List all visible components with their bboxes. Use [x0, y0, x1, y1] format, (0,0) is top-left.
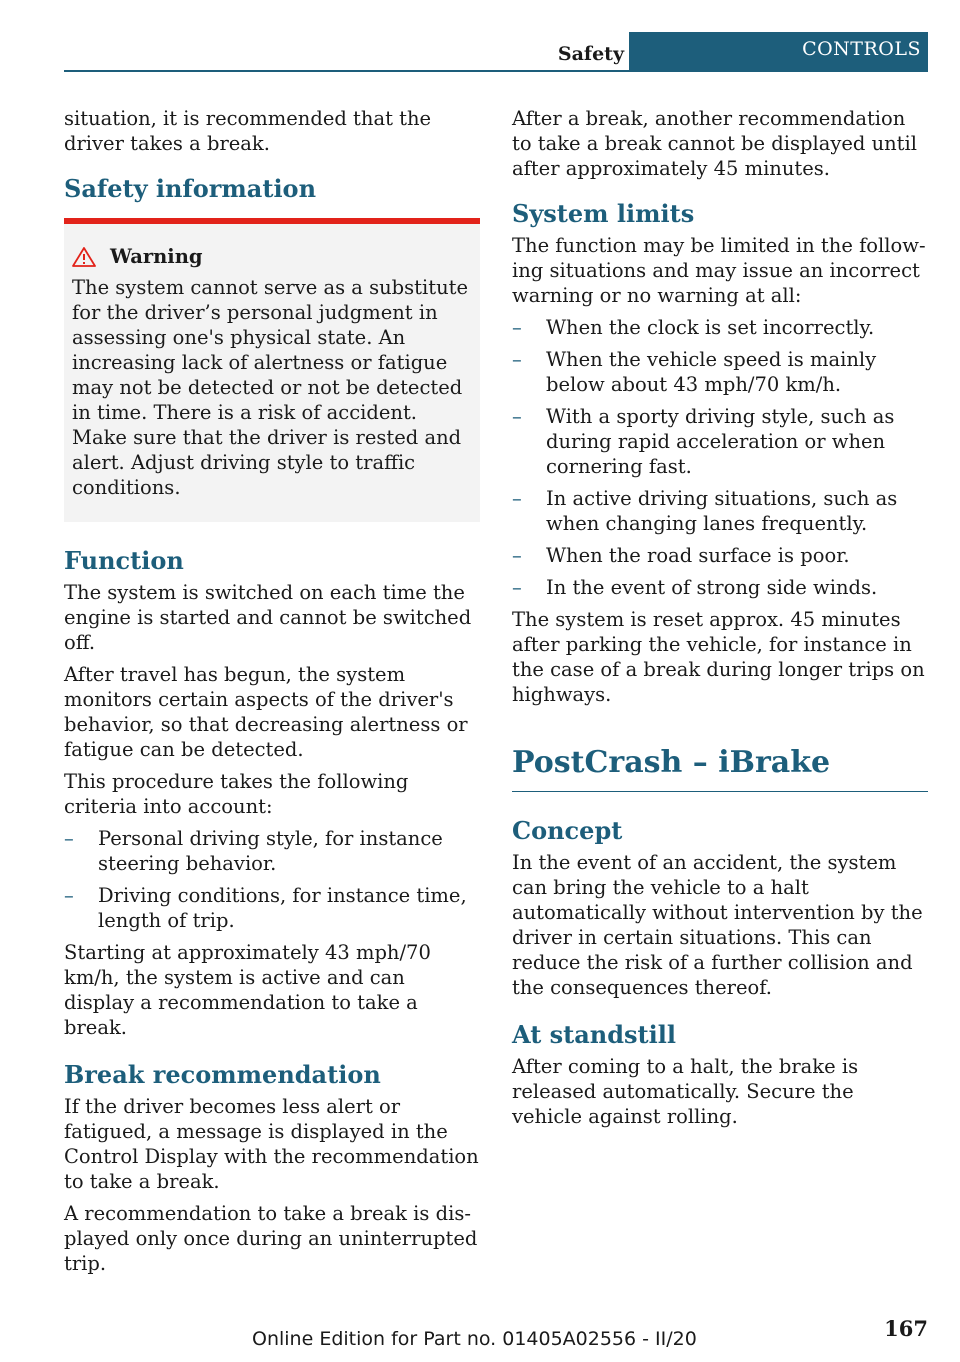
warning-box: [64, 218, 480, 522]
header-rule: [64, 70, 928, 72]
list-item: [64, 883, 480, 933]
dash-bullet: –: [512, 576, 522, 599]
concept-paragraph: In the event of an accident, the system can bring the vehicle to a halt automatically without intervention by the driver in certain situations. This can reduce the risk of a further collision and the consequences thereof.: [512, 851, 923, 999]
page-number: 167: [884, 1316, 928, 1341]
list-item: [512, 543, 928, 568]
limits-paragraph-2: The system is reset approx. 45 minutes after parking the vehicle, for instance in the case of a break during longer trips on highways.: [512, 608, 925, 706]
heading-at-standstill: At standstill: [512, 1020, 676, 1049]
limits-paragraph-1: The function may be limited in the following situations and may issue an incorrect warning or no warning at all:: [512, 234, 926, 307]
list-item: [512, 315, 928, 340]
heading-function: Function: [64, 546, 184, 575]
criteria-list: [64, 826, 480, 933]
header-chapter-tab: CONTROLS: [629, 32, 928, 70]
heading-concept: Concept: [512, 816, 623, 845]
right-intro: After a break, another recommendation to take a break cannot be displayed until after approximately 45 minutes.: [512, 107, 917, 180]
list-item-text: When the vehicle speed is mainly below about 43 mph/70 km/h.: [546, 348, 877, 396]
warning-title-label: Warning: [110, 245, 203, 268]
break-paragraph-2: A recommendation to take a break is displayed only once during an uninterrupted trip.: [64, 1202, 478, 1275]
dash-bullet: –: [512, 544, 522, 567]
heading-postcrash-ibrake: PostCrash – iBrake: [512, 745, 831, 780]
function-paragraph-2: After travel has begun, the system monitors certain aspects of the driver's behavior, so that decreasing alertness or fatigue can be detected.: [64, 663, 468, 761]
list-item: [512, 404, 928, 479]
dash-bullet: –: [512, 487, 522, 510]
warning-title: [72, 244, 472, 269]
function-paragraph-3: This procedure takes the following criteria into account:: [64, 770, 409, 818]
heading-rule: [512, 791, 928, 792]
warning-text: The system cannot serve as a substitute for the driver’s personal judgment in assessing one's physical state. An increasing lack of alertness or fatigue may not be detected or not be detected in time. There is a risk of accident. Make sure that the driver is rested and alert. Adjust driving style to traffic conditions.: [72, 276, 469, 499]
function-paragraph-4: Starting at approximately 43 mph/70 km/h, the system is active and can display a recommendation to take a break.: [64, 941, 431, 1039]
list-item-text: In the event of strong side winds.: [546, 576, 878, 599]
right-column: [512, 106, 928, 1136]
dash-bullet: –: [64, 827, 74, 850]
dash-bullet: –: [512, 405, 522, 428]
function-paragraph-1: The system is switched on each time the engine is started and cannot be switched off.: [64, 581, 472, 654]
heading-break-recommendation: Break recommendation: [64, 1060, 381, 1089]
list-item-text: In active driving situations, such as when changing lanes frequently.: [546, 487, 898, 535]
header-section-title: Safety: [557, 43, 624, 65]
list-item-text: Personal driving style, for instance steering behavior.: [98, 827, 443, 875]
break-paragraph-1: If the driver becomes less alert or fatigued, a message is displayed in the Control Display with the recommendation to take a break.: [64, 1095, 479, 1193]
heading-safety-information: Safety information: [64, 174, 317, 203]
edition-note: Online Edition for Part no. 01405A02556 - II/20: [252, 1328, 697, 1350]
left-intro: situation, it is recommended that the driver takes a break.: [64, 107, 432, 155]
left-column: [64, 106, 480, 1283]
list-item-text: When the clock is set incorrectly.: [546, 316, 875, 339]
warning-triangle-icon: [72, 247, 96, 267]
list-item-text: When the road surface is poor.: [546, 544, 850, 567]
list-item: [512, 486, 928, 536]
list-item: [64, 826, 480, 876]
dash-bullet: –: [512, 316, 522, 339]
heading-system-limits: System limits: [512, 199, 695, 228]
standstill-paragraph: After coming to a halt, the brake is released automatically. Secure the vehicle against rolling.: [512, 1055, 859, 1128]
list-item-text: With a sporty driving style, such as during rapid acceleration or when cornering fast.: [546, 405, 895, 478]
list-item: [512, 575, 928, 600]
dash-bullet: –: [512, 348, 522, 371]
list-item-text: Driving conditions, for instance time, length of trip.: [98, 884, 467, 932]
limits-list: [512, 315, 928, 600]
list-item: [512, 347, 928, 397]
page-footer: [0, 1316, 960, 1356]
dash-bullet: –: [64, 884, 74, 907]
